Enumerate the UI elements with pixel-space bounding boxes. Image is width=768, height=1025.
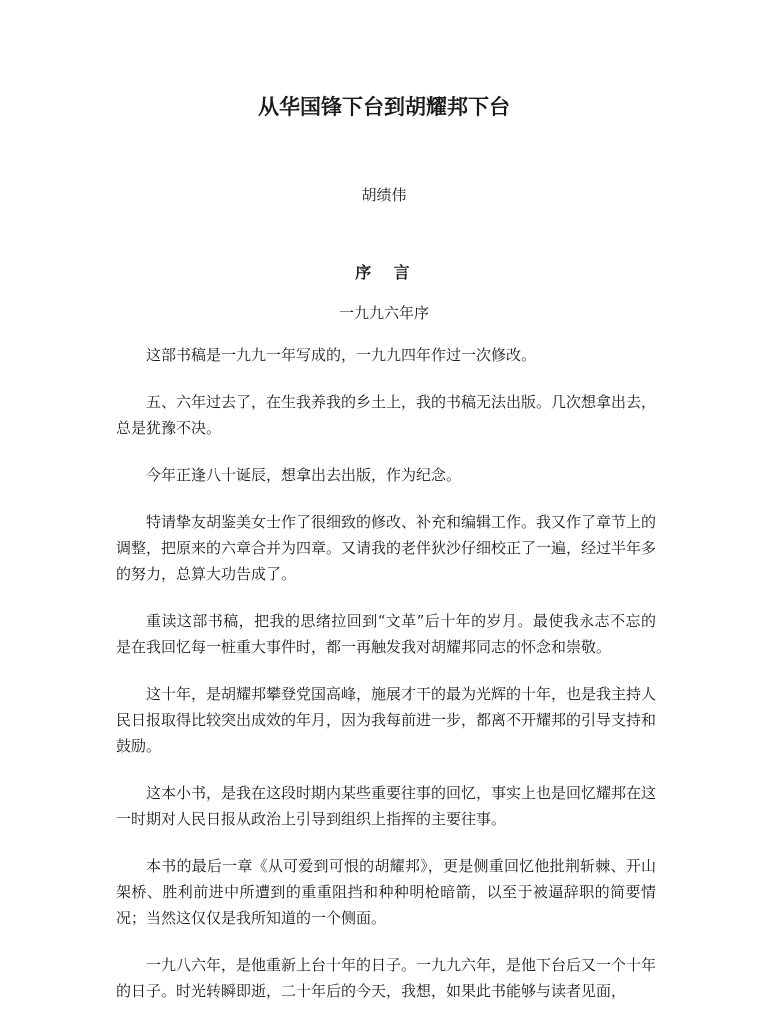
paragraph: 这部书稿是一九九一年写成的，一九九四年作过一次修改。 (146, 346, 537, 364)
preface-body (116, 342, 656, 1025)
paragraph: 本书的最后一章《从可爱到可恨的胡耀邦》，更是侧重回忆他批荆斩棘、开山架桥、胜利前进中所遭到的重重阻挡和种种明枪暗箭，以至于被逼辞职的简要情况；当然这仅仅是我所知道的一个侧面。 (116, 857, 656, 927)
paragraph: 这十年，是胡耀邦攀登党国高峰，施展才干的最为光辉的十年，也是我主持人民日报取得比较突出成效的年月，因为我每前进一步，都离不开耀邦的引导支持和鼓励。 (116, 685, 657, 755)
document-title: 从华国锋下台到胡耀邦下台 (258, 94, 510, 119)
paragraph: 特请挚友胡鉴美女士作了很细致的修改、补充和编辑工作。我又作了章节上的调整，把原来的六章合并为四章。又请我的老伴狄沙仔细校正了一遍，经过半年多的努力，总算大功告成了。 (116, 513, 657, 583)
preface-heading: 序 言 (355, 263, 413, 282)
author-name: 胡绩伟 (361, 186, 407, 204)
paragraph: 五、六年过去了，在生我养我的乡土上，我的书稿无法出版。几次想拿出去，总是犹豫不决。 (116, 393, 657, 437)
preface-subheading: 一九九六年序 (338, 304, 429, 322)
paragraph: 重读这部书稿，把我的思绪拉回到“文革”后十年的岁月。最使我永志不忘的是在我回忆每一桩重大事件时，都一再触发我对胡耀邦同志的怀念和崇敬。 (116, 612, 656, 656)
paragraph: 这本小书，是我在这段时期内某些重要往事的回忆，事实上也是回忆耀邦在这一时期对人民日报从政治上引导到组织上指挥的主要往事。 (116, 784, 657, 828)
paragraph: 一九八六年，是他重新上台十年的日子。一九九六年，是他下台后又一个十年的日子。时光转瞬即逝，二十年后的今天，我想，如果此书能够与读者见面， (116, 956, 657, 1000)
paragraph: 今年正逢八十诞辰，想拿出去出版，作为纪念。 (146, 466, 462, 484)
